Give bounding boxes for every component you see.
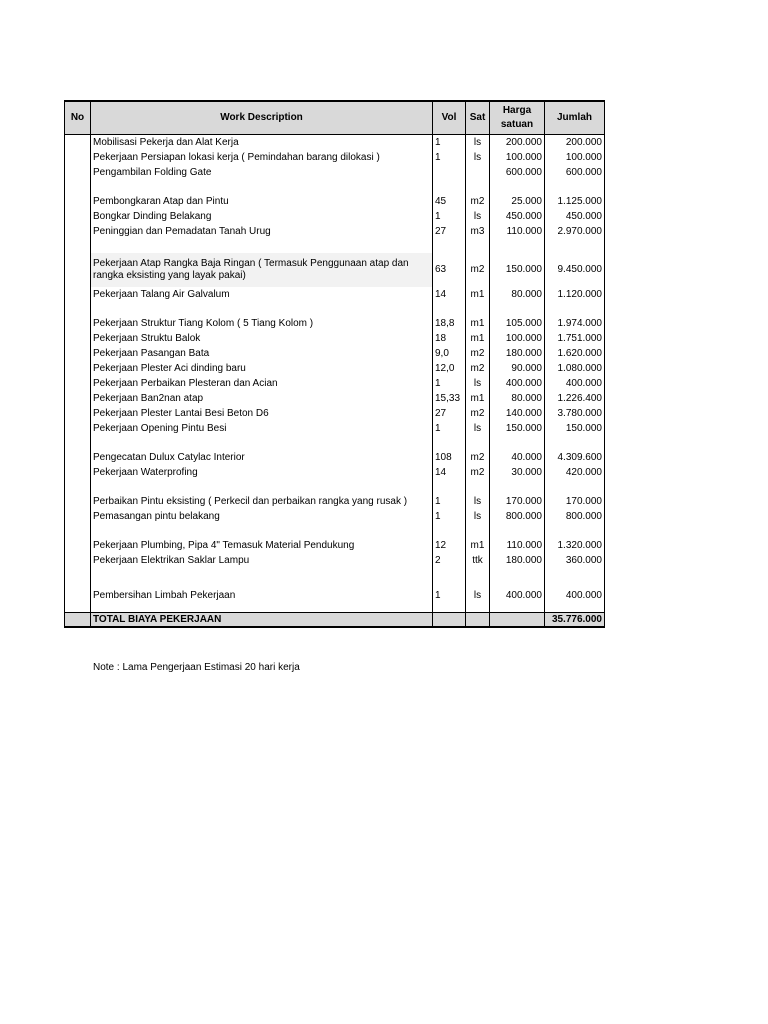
header-harga-line1: Harga [502, 105, 532, 116]
row-no-cell [65, 346, 91, 361]
spacer-cell [433, 568, 466, 582]
row-no-cell [65, 209, 91, 224]
row-harga-satuan: 40.000 [490, 450, 545, 465]
row-sat: ls [466, 135, 490, 151]
table-row [65, 316, 605, 331]
row-sat: m3 [466, 224, 490, 239]
row-sat: ls [466, 150, 490, 165]
spacer-cell [545, 302, 605, 316]
total-harga-cell [490, 613, 545, 628]
row-sat: ttk [466, 553, 490, 568]
table-footer [65, 613, 605, 628]
row-harga-satuan: 90.000 [490, 361, 545, 376]
row-vol: 1 [433, 209, 466, 224]
row-harga-satuan: 105.000 [490, 316, 545, 331]
table-row [65, 450, 605, 465]
spacer-cell [65, 524, 91, 538]
row-vol: 1 [433, 509, 466, 524]
row-harga-satuan: 110.000 [490, 224, 545, 239]
row-no-cell [65, 224, 91, 239]
spacer-cell [433, 239, 466, 253]
row-description: Pekerjaan Opening Pintu Besi [91, 421, 433, 436]
row-jumlah: 9.450.000 [545, 253, 605, 287]
row-no-cell [65, 391, 91, 406]
table-row [65, 582, 605, 613]
row-sat: m2 [466, 361, 490, 376]
spacer-cell [545, 436, 605, 450]
row-sat: ls [466, 376, 490, 391]
row-jumlah: 1.320.000 [545, 538, 605, 553]
table-row [65, 331, 605, 346]
row-harga-satuan: 800.000 [490, 509, 545, 524]
row-no-cell [65, 509, 91, 524]
row-vol: 9,0 [433, 346, 466, 361]
row-jumlah: 1.125.000 [545, 194, 605, 209]
spacer-cell [490, 568, 545, 582]
row-jumlah: 150.000 [545, 421, 605, 436]
row-harga-satuan: 110.000 [490, 538, 545, 553]
row-jumlah: 360.000 [545, 553, 605, 568]
note-text: Note : Lama Pengerjaan Estimasi 20 hari kerja [93, 662, 300, 673]
row-sat: m2 [466, 465, 490, 480]
row-harga-satuan: 150.000 [490, 421, 545, 436]
spacer-cell [433, 180, 466, 194]
table-row [65, 391, 605, 406]
row-harga-satuan: 100.000 [490, 150, 545, 165]
row-description: Bongkar Dinding Belakang [91, 209, 433, 224]
spacer-cell [545, 239, 605, 253]
row-vol: 12,0 [433, 361, 466, 376]
spacer-cell [91, 436, 433, 450]
table-row [65, 421, 605, 436]
row-jumlah: 400.000 [545, 376, 605, 391]
table-row [65, 465, 605, 480]
row-vol: 18,8 [433, 316, 466, 331]
total-row [65, 613, 605, 628]
row-jumlah: 100.000 [545, 150, 605, 165]
row-jumlah: 1.226.400 [545, 391, 605, 406]
row-sat: m2 [466, 450, 490, 465]
spacer-cell [490, 180, 545, 194]
row-description: Pekerjaan Ban2nan atap [91, 391, 433, 406]
spacer-cell [91, 568, 433, 582]
row-sat: ls [466, 209, 490, 224]
row-harga-satuan: 100.000 [490, 331, 545, 346]
spacer-cell [91, 480, 433, 494]
row-description: Pembersihan Limbah Pekerjaan [91, 582, 433, 613]
table-row [65, 361, 605, 376]
spacer-cell [466, 302, 490, 316]
row-vol: 2 [433, 553, 466, 568]
spacer-row [65, 480, 605, 494]
total-no-cell [65, 613, 91, 628]
row-description: Perbaikan Pintu eksisting ( Perkecil dan perbaikan rangka yang rusak ) [91, 494, 433, 509]
row-vol: 14 [433, 287, 466, 302]
row-harga-satuan: 170.000 [490, 494, 545, 509]
row-sat: ls [466, 494, 490, 509]
spacer-row [65, 568, 605, 582]
table-row [65, 376, 605, 391]
row-vol: 1 [433, 376, 466, 391]
row-vol: 15,33 [433, 391, 466, 406]
total-vol-cell [433, 613, 466, 628]
row-description: Pekerjaan Waterprofing [91, 465, 433, 480]
row-sat: m1 [466, 331, 490, 346]
row-vol: 1 [433, 150, 466, 165]
row-description: Pekerjaan Plester Aci dinding baru [91, 361, 433, 376]
table-row [65, 165, 605, 180]
table-row [65, 287, 605, 302]
row-description: Pekerjaan Pasangan Bata [91, 346, 433, 361]
row-jumlah: 2.970.000 [545, 224, 605, 239]
row-jumlah: 4.309.600 [545, 450, 605, 465]
row-vol: 27 [433, 224, 466, 239]
spacer-cell [65, 568, 91, 582]
header-sat: Sat [466, 101, 490, 135]
spacer-cell [490, 480, 545, 494]
spacer-cell [65, 480, 91, 494]
row-jumlah: 450.000 [545, 209, 605, 224]
row-harga-satuan: 450.000 [490, 209, 545, 224]
row-no-cell [65, 287, 91, 302]
row-jumlah: 170.000 [545, 494, 605, 509]
row-vol: 1 [433, 582, 466, 613]
row-harga-satuan: 400.000 [490, 376, 545, 391]
row-no-cell [65, 331, 91, 346]
row-description: Pekerjaan Plester Lantai Besi Beton D6 [91, 406, 433, 421]
row-vol: 1 [433, 135, 466, 151]
row-harga-satuan: 200.000 [490, 135, 545, 151]
spacer-cell [490, 239, 545, 253]
row-description: Pemasangan pintu belakang [91, 509, 433, 524]
row-description: Pengambilan Folding Gate [91, 165, 433, 180]
spacer-cell [433, 480, 466, 494]
spacer-cell [545, 480, 605, 494]
row-vol: 108 [433, 450, 466, 465]
spacer-cell [490, 524, 545, 538]
row-description: Pekerjaan Elektrikan Saklar Lampu [91, 553, 433, 568]
row-harga-satuan: 30.000 [490, 465, 545, 480]
row-description: Pengecatan Dulux Catylac Interior [91, 450, 433, 465]
row-description: Pekerjaan Atap Rangka Baja Ringan ( Termasuk Penggunaan atap dan rangka eksisting yang layak pakai) [91, 253, 433, 287]
row-sat [466, 165, 490, 180]
row-harga-satuan: 400.000 [490, 582, 545, 613]
row-sat: ls [466, 421, 490, 436]
row-no-cell [65, 165, 91, 180]
row-description: Pekerjaan Perbaikan Plesteran dan Acian [91, 376, 433, 391]
total-sat-cell [466, 613, 490, 628]
spacer-cell [65, 239, 91, 253]
spacer-row [65, 302, 605, 316]
header-harga-satuan [490, 101, 545, 135]
row-sat: m2 [466, 346, 490, 361]
total-jumlah: 35.776.000 [545, 613, 605, 628]
total-label: TOTAL BIAYA PEKERJAAN [91, 613, 433, 628]
spacer-cell [466, 568, 490, 582]
row-sat: m1 [466, 391, 490, 406]
spacer-cell [466, 239, 490, 253]
row-no-cell [65, 361, 91, 376]
table-row [65, 406, 605, 421]
row-description: Pekerjaan Plumbing, Pipa 4" Temasuk Material Pendukung [91, 538, 433, 553]
table-row [65, 553, 605, 568]
row-description: Mobilisasi Pekerja dan Alat Kerja [91, 135, 433, 151]
row-harga-satuan: 25.000 [490, 194, 545, 209]
row-no-cell [65, 421, 91, 436]
row-no-cell [65, 135, 91, 151]
spacer-cell [91, 180, 433, 194]
table-row [65, 194, 605, 209]
row-description: Peninggian dan Pemadatan Tanah Urug [91, 224, 433, 239]
table-row [65, 346, 605, 361]
spacer-cell [65, 436, 91, 450]
row-jumlah: 400.000 [545, 582, 605, 613]
table-body [65, 135, 605, 613]
table-row [65, 224, 605, 239]
spacer-cell [433, 302, 466, 316]
header-no: No [65, 101, 91, 135]
row-harga-satuan: 140.000 [490, 406, 545, 421]
table-row [65, 135, 605, 151]
spacer-cell [545, 180, 605, 194]
row-sat: ls [466, 509, 490, 524]
spacer-cell [490, 436, 545, 450]
row-vol: 1 [433, 421, 466, 436]
spacer-cell [466, 180, 490, 194]
row-no-cell [65, 582, 91, 613]
spacer-cell [466, 480, 490, 494]
row-no-cell [65, 194, 91, 209]
row-harga-satuan: 80.000 [490, 287, 545, 302]
row-vol: 14 [433, 465, 466, 480]
row-sat: m2 [466, 253, 490, 287]
row-jumlah: 1.620.000 [545, 346, 605, 361]
row-no-cell [65, 553, 91, 568]
row-vol: 45 [433, 194, 466, 209]
row-description: Pekerjaan Talang Air Galvalum [91, 287, 433, 302]
row-jumlah: 1.120.000 [545, 287, 605, 302]
row-harga-satuan: 150.000 [490, 253, 545, 287]
row-vol: 12 [433, 538, 466, 553]
row-jumlah: 1.751.000 [545, 331, 605, 346]
table-row [65, 509, 605, 524]
row-description: Pekerjaan Struktur Tiang Kolom ( 5 Tiang Kolom ) [91, 316, 433, 331]
table-header [65, 101, 605, 135]
row-jumlah: 1.080.000 [545, 361, 605, 376]
row-no-cell [65, 538, 91, 553]
row-sat: m2 [466, 194, 490, 209]
row-no-cell [65, 406, 91, 421]
row-no-cell [65, 253, 91, 287]
row-jumlah: 800.000 [545, 509, 605, 524]
row-vol: 63 [433, 253, 466, 287]
table-row [65, 150, 605, 165]
table-row [65, 494, 605, 509]
row-vol [433, 165, 466, 180]
row-no-cell [65, 376, 91, 391]
header-vol: Vol [433, 101, 466, 135]
spacer-cell [466, 524, 490, 538]
spacer-cell [433, 524, 466, 538]
row-no-cell [65, 450, 91, 465]
spacer-row [65, 239, 605, 253]
row-description: Pekerjaan Struktu Balok [91, 331, 433, 346]
row-no-cell [65, 316, 91, 331]
spacer-cell [91, 302, 433, 316]
row-jumlah: 600.000 [545, 165, 605, 180]
row-description: Pembongkaran Atap dan Pintu [91, 194, 433, 209]
table-row [65, 253, 605, 287]
spacer-row [65, 436, 605, 450]
row-vol: 27 [433, 406, 466, 421]
header-description: Work Description [91, 101, 433, 135]
row-no-cell [65, 494, 91, 509]
row-vol: 18 [433, 331, 466, 346]
spacer-cell [91, 524, 433, 538]
spacer-cell [466, 436, 490, 450]
row-jumlah: 1.974.000 [545, 316, 605, 331]
spacer-cell [433, 436, 466, 450]
row-harga-satuan: 180.000 [490, 553, 545, 568]
cost-estimate-table [64, 100, 605, 628]
row-jumlah: 420.000 [545, 465, 605, 480]
row-jumlah: 3.780.000 [545, 406, 605, 421]
spacer-row [65, 524, 605, 538]
row-harga-satuan: 600.000 [490, 165, 545, 180]
table-row [65, 538, 605, 553]
spacer-cell [545, 568, 605, 582]
spacer-row [65, 180, 605, 194]
header-jumlah: Jumlah [545, 101, 605, 135]
row-sat: m1 [466, 287, 490, 302]
spacer-cell [91, 239, 433, 253]
row-jumlah: 200.000 [545, 135, 605, 151]
row-no-cell [65, 465, 91, 480]
spacer-cell [545, 524, 605, 538]
row-sat: ls [466, 582, 490, 613]
spacer-cell [65, 180, 91, 194]
row-harga-satuan: 80.000 [490, 391, 545, 406]
row-no-cell [65, 150, 91, 165]
row-description: Pekerjaan Persiapan lokasi kerja ( Pemindahan barang dilokasi ) [91, 150, 433, 165]
row-sat: m2 [466, 406, 490, 421]
row-vol: 1 [433, 494, 466, 509]
table-row [65, 209, 605, 224]
header-harga-line2: satuan [500, 119, 534, 130]
row-sat: m1 [466, 316, 490, 331]
spacer-cell [490, 302, 545, 316]
row-harga-satuan: 180.000 [490, 346, 545, 361]
row-sat: m1 [466, 538, 490, 553]
spacer-cell [65, 302, 91, 316]
